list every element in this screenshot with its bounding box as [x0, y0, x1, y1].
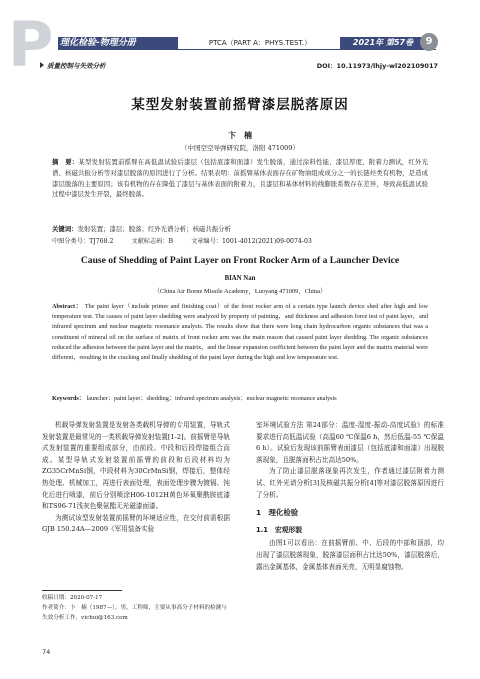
footnote-rule [42, 590, 122, 591]
keywords-cn-text: 发射装置；漆层；脱落；红外光谱分析；核磁共振分析 [77, 225, 231, 233]
keywords-cn-label: 关键词： [52, 225, 78, 233]
year-volume: 2021年 第57卷 [340, 37, 426, 49]
title-chinese: 某型发射装置前摇臂漆层脱落原因 [131, 97, 349, 113]
footnote [42, 594, 230, 623]
abstract-cn-label: 摘 要： [52, 158, 79, 166]
body-paragraph: 室环境试验方法 第24部分：温度-湿度-振动-高度试验》的标准要求进行高低温试验（高温60 ℃保温6 h，然后低温-55 ℃保温6 h）。试验后发现该前摇臂表面漆层（包括底漆和面漆）出现脱落现象，且脱落面积占比高达50%。 [256, 421, 444, 464]
keywords-chinese [52, 224, 428, 234]
issue-badge: 9 [420, 33, 438, 51]
abstract-chinese [52, 157, 428, 200]
triangle-icon [40, 62, 44, 68]
abstract-english [52, 302, 428, 363]
author-english: BIAN Nan [224, 275, 256, 282]
body-paragraph: 由图1可以看出：在前摇臂前、中、后段的中部和顶部，均出现了漆层脱落现象，脱落漆层面积占比达50%，漆层脱落后，露出金属基体，金属基体表面光亮，无明显腐蚀物。 [256, 539, 444, 571]
footnote-author: 作者简介：卞 楠（1987—），男，工程师，主要从事高分子材料的检测与失效分析工作，vichoi@163.com [42, 604, 227, 621]
body-paragraph: 为了防止漆层脱落现象再次发生，作者通过漆层附着力测试、红外光谱分析[3]及核磁共振分析[4]等对漆层脱落原因进行了分析。 [256, 467, 444, 499]
body-paragraph: 机载导弹发射装置是发射各类载机导弹的专用装置，导轨式发射装置是最常见的一类机载导弹发射装置[1-2]。前摇臂是导轨式发射装置的重要组成部分，由前段、中段和后段焊接组合而成。某型导轨式发射装置前摇臂的前段和后段材料均为ZG35CrMnSi钢，中段材料为30CrMnSi钢，焊接后，整体经热处理、机械加工，再进行表面处理，表面处理步骤为镀镉、钝化后进行喷漆，前后分别喷涂H06-1012H黄色环氧聚酰胺底漆和TS96-71浅灰色聚氨酯无光磁漆面漆。 [42, 421, 230, 511]
column-label-text: 质量控制与失效分析 [47, 62, 106, 70]
document-code: 文献标志码：B [131, 238, 174, 245]
body-paragraph: 为测试该型发射装置前摇臂的环境适应性，在交付前需根据GJB 150.24A—2009《军用装备实验 [42, 513, 230, 534]
subsection-heading: 1.1 宏观形貌 [256, 525, 303, 534]
abstract-en-text: The paint layer（include primer and finishing coat）of the front rocker arm of a certain type launch device shed after high and low temperature test. The causes of paint layer shedding were analyzed by property of painting，and thickness and adhesion force test of paint layer，and infrared spectrum and nuclear magnetic resonance analysis. The results show that there were long chain hydrocarbon organic substances that was a constituent of mineral oil on the surface of matrix of front rocker arm was the main reason that caused paint layer shedding. The organic substances reduced the adhesion between the paint layer and the matrix，and the linear expansion coefficient between the paint layer and the matrix material were different，resulting in the cracking and finally shedding of the paint layer during the high and low temperature test. [52, 303, 428, 362]
classification-row [52, 237, 428, 247]
affiliation-chinese: （中国空空导弹研究院，洛阳 471009） [181, 144, 299, 152]
keywords-en-label: Keywords： [52, 395, 85, 402]
abstract-cn-text: 某型发射装置前摇臂在高低温试验后漆层（包括底漆和面漆）发生脱落，通过涂料性能、漆层厚度、附着力测试，红外光谱、核磁共振分析等对漆层脱落的原因进行了分析。结果表明：前摇臂基体表面存在矿物油组成成分之一的长链烃类有机物，是造成漆层脱落的主要原因；该有机物的存在降低了漆层与基体表面的附着力，且漆层和基体材料的线膨胀系数存在差异，导致高低温试验过程中漆层发生开裂，最终脱落。 [52, 158, 429, 199]
doi: DOI：10.11973/lhjy-wl202109017 [316, 62, 438, 70]
footnote-received: 收稿日期：2020-07-17 [42, 595, 103, 601]
affiliation-english: （China Air Borne Missile Academy，Luoyang 471009，China） [153, 288, 327, 295]
journal-part: PTCA（PART A：PHYS.TEST.） [208, 39, 312, 47]
article-number: 文章编号：1001-4012(2021)09-0074-03 [191, 238, 312, 245]
body-column-left [42, 420, 230, 536]
title-english: Cause of Shedding of Paint Layer on Front Rocker Arm of a Launcher Device [80, 255, 400, 266]
header-rule [58, 49, 436, 50]
abstract-en-label: Abstract： [52, 303, 83, 310]
keywords-en-text: launcher；paint layer；shedding；infrared spectrum analysis；nuclear magnetic resonance analysis [86, 395, 337, 402]
page-number: 74 [42, 648, 51, 656]
section-heading: 1 理化检验 [256, 508, 299, 518]
column-label [40, 61, 106, 70]
journal-logo-letter: P [8, 8, 52, 81]
keywords-english [52, 394, 428, 404]
body-column-right [256, 420, 444, 573]
journal-name: 理化检验-物理分册 [60, 38, 136, 48]
author-chinese: 卞 楠 [228, 130, 252, 140]
class-number: 中图分类号：TJ768.2 [52, 238, 114, 245]
